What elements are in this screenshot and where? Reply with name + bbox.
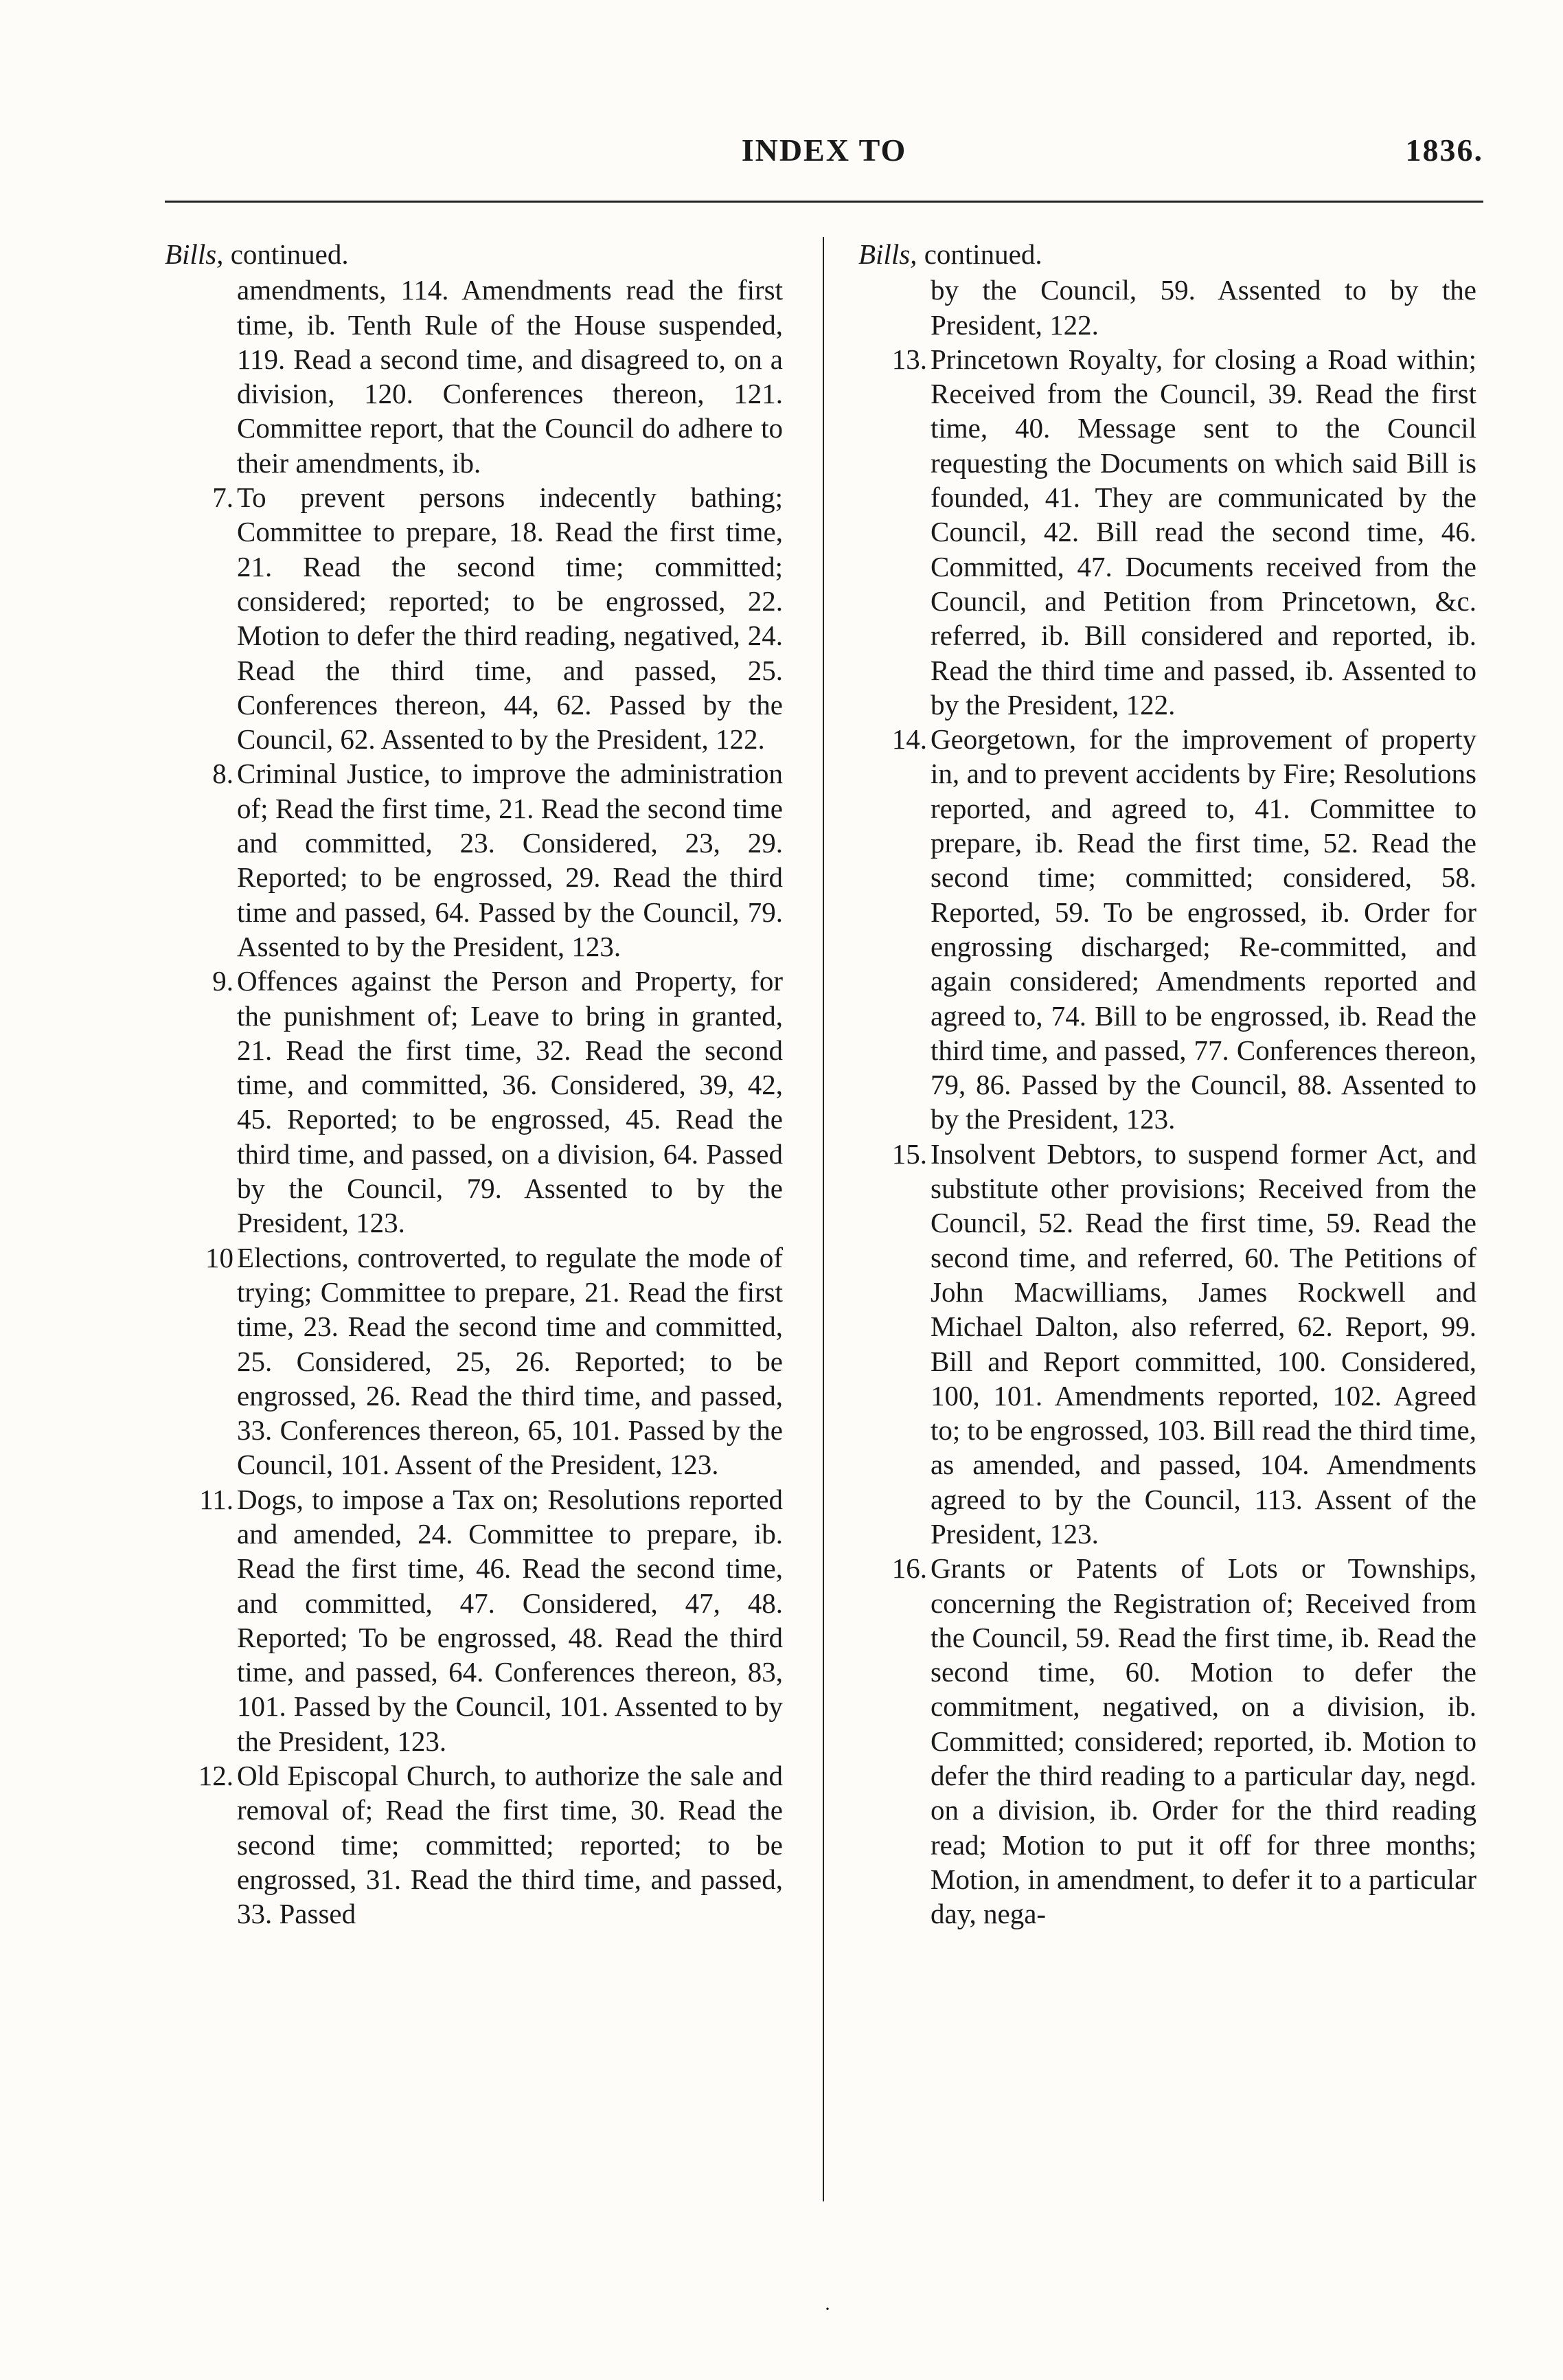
index-entry	[858, 342, 1476, 722]
entry-text: Insolvent Debtors, to suspend former Act, and substitute other provisions; Received from the Council, 52. Read the first time, 59. Read the second time, and referred, 60. The Petitions of John Macwilliams, James Rockwell and Michael Dalton, also referred, 62. Report, 99. Bill and Report committed, 100. Considered, 100, 101. Amendments reported, 102. Agreed to; to be engrossed, 103. Bill read the third time, as amended, and passed, 104. Amendments agreed to by the Council, 113. Assent of the President, 123.	[931, 1137, 1476, 1550]
index-entry	[165, 1240, 783, 1482]
continuation-text: amendments, 114. Amendments read the first time, ib. Tenth Rule of the House suspended, 119. Read a second time, and disagreed to, on a division, 120. Conferences thereon, 121. Committee report, that the Council do adhere to their amendments, ib.	[237, 274, 783, 479]
entry-number: 12.	[198, 1760, 233, 1792]
entry-number: 9.	[212, 965, 233, 997]
page-year: 1836.	[1405, 133, 1483, 168]
entry-number: 14.	[891, 723, 927, 756]
index-entry	[165, 756, 783, 964]
entry-number: 8.	[212, 758, 233, 790]
entry-text: Offences against the Person and Property, for the punishment of; Leave to bring in granted, 21. Read the first time, 32. Read the second time, and committed, 36. Considered, 39, 42, 45. Reported; to be engrossed, 45. Read the third time, and passed, on a division, 64. Passed by the Council, 79. Assented to by the President, 123.	[237, 965, 783, 1239]
entry-text: Elections, controverted, to regulate the mode of trying; Committee to prepare, 21. Read the first time, 23. Read the second time and committed, 25. Considered, 25, 26. Reported; to be engrossed, 26. Read the third time, and passed, 33. Conferences thereon, 65, 101. Passed by the Council, 101. Assent of the President, 123.	[237, 1241, 783, 1481]
entry-text: Princetown Royalty, for closing a Road within; Received from the Council, 39. Read the first time, 40. Message sent to the Council requesting the Documents on which said Bill is founded, 41. They are communicated by the Council, 42. Bill read the second time, 46. Committed, 47. Documents received from the Council, and Petition from Princetown, &c. referred, ib. Bill considered and reported, ib. Read the third time and passed, ib. Assented to by the President, 122.	[931, 343, 1476, 721]
column-divider	[823, 237, 824, 2201]
index-entry	[165, 1758, 783, 1931]
heading-continued: continued.	[917, 238, 1042, 270]
heading-label: Bills,	[165, 238, 224, 270]
right-column	[858, 237, 1476, 1931]
page-header	[165, 132, 1483, 173]
entry-text: Georgetown, for the improvement of property in, and to prevent accidents by Fire; Resolutions reported, and agreed to, 41. Committee to prepare, ib. Read the first time, 52. Read the second time; committed; considered, 58. Reported, 59. To be engrossed, ib. Order for engrossing discharged; Re-committed, and again considered; Amendments reported and agreed to, 74. Bill to be engrossed, ib. Read the third time, and passed, 77. Conferences thereon, 79, 86. Passed by the Council, 88. Assented to by the President, 123.	[931, 723, 1476, 1135]
entry-list	[165, 480, 783, 1931]
index-entry	[858, 722, 1476, 1137]
entry-text: Criminal Justice, to improve the administration of; Read the first time, 21. Read the second time and committed, 23. Considered, 23, 29. Reported; to be engrossed, 29. Read the third time and passed, 64. Passed by the Council, 79. Assented to by the President, 123.	[237, 758, 783, 962]
index-entry	[165, 964, 783, 1240]
index-entry	[858, 1551, 1476, 1931]
heading-continued: continued.	[223, 238, 349, 270]
entry-text: Dogs, to impose a Tax on; Resolutions reported and amended, 24. Committee to prepare, ib. Read the first time, 46. Read the second time, and committed, 47. Considered, 47, 48. Reported; To be engrossed, 48. Read the third time, and passed, 64. Conferences thereon, 83, 101. Passed by the Council, 101. Assented to by the President, 123.	[237, 1483, 783, 1757]
header-rule	[165, 201, 1483, 203]
footer-mark: ·	[824, 2298, 831, 2320]
index-entry	[165, 480, 783, 756]
entry-number: 13.	[891, 343, 927, 375]
entry-number: 15.	[891, 1137, 927, 1170]
heading-label: Bills,	[858, 238, 917, 270]
entry-number: 11.	[199, 1483, 233, 1515]
column-heading	[165, 237, 783, 271]
column-heading	[858, 237, 1476, 271]
entry-number: 10	[205, 1241, 233, 1273]
entry-number: 16.	[891, 1552, 927, 1585]
left-column	[165, 237, 783, 1931]
entry-list	[858, 342, 1476, 1931]
entry-text: Grants or Patents of Lots or Townships, concerning the Registration of; Received from the Council, 59. Read the first time, ib. Read the second time, 60. Motion to defer the commitment, negatived, on a division, ib. Committed; considered; reported, ib. Motion to defer the third reading to a particular day, negd. on a division, ib. Order for the third reading read; Motion to put it off for three months; Motion, in amendment, to defer it to a particular day, nega-	[931, 1552, 1476, 1930]
continuation-text: by the Council, 59. Assented to by the President, 122.	[931, 274, 1476, 341]
entry-text: To prevent persons indecently bathing; Committee to prepare, 18. Read the first time, 21. Read the second time; committed; considered; reported; to be engrossed, 22. Motion to defer the third reading, negatived, 24. Read the third time, and passed, 25. Conferences thereon, 44, 62. Passed by the Council, 62. Assented to by the President, 122.	[237, 481, 783, 756]
entry-text: Old Episcopal Church, to authorize the sale and removal of; Read the first time, 30. Read the second time; committed; reported; to be engrossed, 31. Read the third time, and passed, 33. Passed	[237, 1760, 783, 1930]
page-title: INDEX TO	[741, 133, 907, 168]
index-entry	[165, 1482, 783, 1758]
entry-number: 7.	[212, 481, 233, 514]
index-entry	[858, 1137, 1476, 1552]
